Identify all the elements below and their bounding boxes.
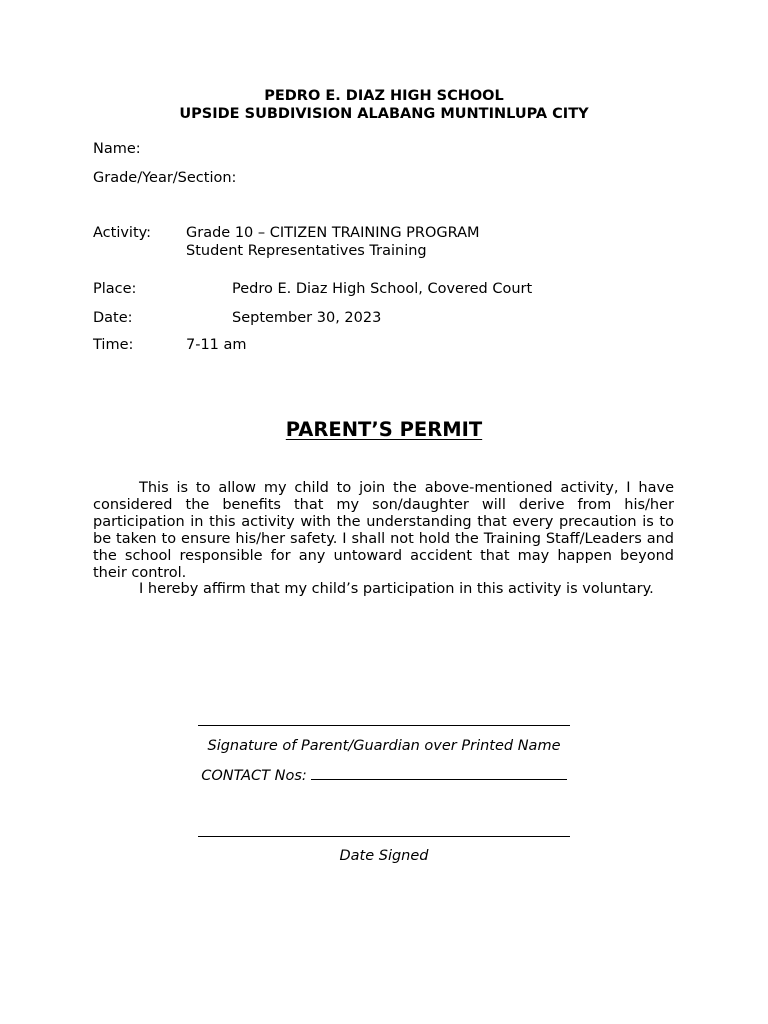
date-signed-caption: Date Signed [339, 848, 429, 864]
contact-numbers-line [311, 765, 567, 780]
activity-value-line2: Student Representatives Training [186, 243, 427, 259]
school-address: UPSIDE SUBDIVISION ALABANG MUNTINLUPA CITY [179, 106, 589, 122]
permit-paragraph-consent: This is to allow my child to join the above-mentioned activity, I have considered the benefits that my son/daughter will derive from his/her participation in this activity with the understanding that every precaution is to be taken to ensure his/her safety. I shall not hold the Training Staff/Leaders and the school responsible for any untoward accident that may happen beyond their control. [93, 480, 674, 581]
grade-section-label: Grade/Year/Section: [93, 170, 237, 186]
activity-value-line1: Grade 10 – CITIZEN TRAINING PROGRAM [186, 225, 480, 241]
permit-body [93, 480, 674, 598]
place-value: Pedro E. Diaz High School, Covered Court [232, 281, 533, 297]
name-label: Name: [93, 141, 141, 157]
date-label: Date: [93, 310, 133, 326]
contact-numbers-label: CONTACT Nos: [201, 768, 307, 784]
contact-numbers-field [0, 765, 768, 784]
date-signed-line [198, 836, 570, 837]
parent-signature-line [198, 725, 570, 726]
time-label: Time: [93, 337, 134, 353]
activity-label: Activity: [93, 225, 152, 241]
date-value: September 30, 2023 [232, 310, 382, 326]
place-label: Place: [93, 281, 137, 297]
permit-paragraph-affirmation: I hereby affirm that my child’s participation in this activity is voluntary. [139, 581, 654, 598]
permit-title: PARENT’S PERMIT [285, 418, 483, 441]
school-name: PEDRO E. DIAZ HIGH SCHOOL [264, 88, 504, 104]
time-value: 7-11 am [186, 337, 247, 353]
parent-signature-caption: Signature of Parent/Guardian over Printed Name [207, 738, 561, 754]
